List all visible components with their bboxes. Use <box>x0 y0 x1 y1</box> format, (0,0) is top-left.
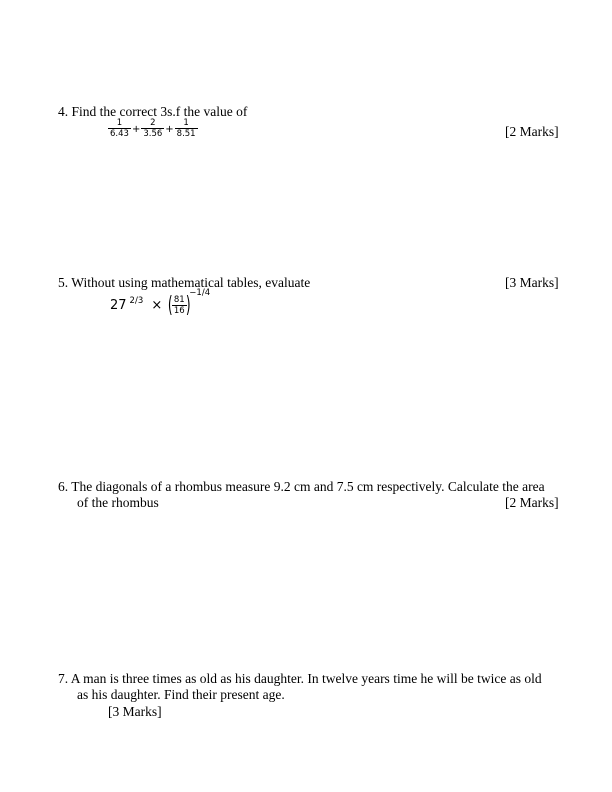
fraction-term <box>141 118 164 140</box>
question-6-line2: of the rhombus <box>77 495 159 510</box>
fraction-term <box>172 295 187 317</box>
times-operator: × <box>151 298 163 313</box>
question-7-line1 <box>58 671 542 687</box>
fraction-numerator: 1 <box>175 118 198 129</box>
question-text: Find the correct 3s.f the value of <box>71 104 248 119</box>
question-number: 7. <box>58 671 69 686</box>
plus-operator: + <box>165 123 174 135</box>
question-5-expression <box>110 288 210 317</box>
question-6-line1 <box>58 479 545 495</box>
question-6-marks: [2 Marks] <box>505 495 559 510</box>
right-paren: ) <box>185 292 191 318</box>
fraction-term <box>108 118 131 140</box>
base-exponent: 2/3 <box>129 296 144 306</box>
question-number: 5. <box>58 275 69 290</box>
fraction-denominator: 8.51 <box>176 129 196 139</box>
question-4-expression <box>108 118 198 140</box>
question-text: The diagonals of a rhombus measure 9.2 cm and 7.5 cm respectively. Calculate the area <box>71 479 545 494</box>
expression-base: 27 <box>110 298 127 313</box>
question-text: A man is three times as old as his daughter. In twelve years time he will be twice as old <box>70 671 542 686</box>
fraction-numerator: 2 <box>141 118 164 129</box>
question-number: 6. <box>58 479 69 494</box>
question-4-marks: [2 Marks] <box>505 124 559 139</box>
question-number: 4. <box>58 104 69 119</box>
fraction-numerator: 81 <box>173 294 185 305</box>
fraction-numerator: 1 <box>108 118 131 129</box>
left-paren: ( <box>168 292 173 318</box>
fraction-denominator: 6.43 <box>110 129 129 139</box>
fraction-denominator: 16 <box>173 305 185 316</box>
fraction-term <box>175 118 198 140</box>
plus-operator: + <box>131 123 141 135</box>
fraction-exponent: −1/4 <box>189 288 211 298</box>
question-7-line2: as his daughter. Find their present age. <box>77 687 285 702</box>
question-7-marks: [3 Marks] <box>108 704 162 719</box>
question-5-marks: [3 Marks] <box>505 275 559 290</box>
question-text: Without using mathematical tables, evaluate <box>71 275 311 290</box>
fraction-denominator: 3.56 <box>143 129 163 139</box>
